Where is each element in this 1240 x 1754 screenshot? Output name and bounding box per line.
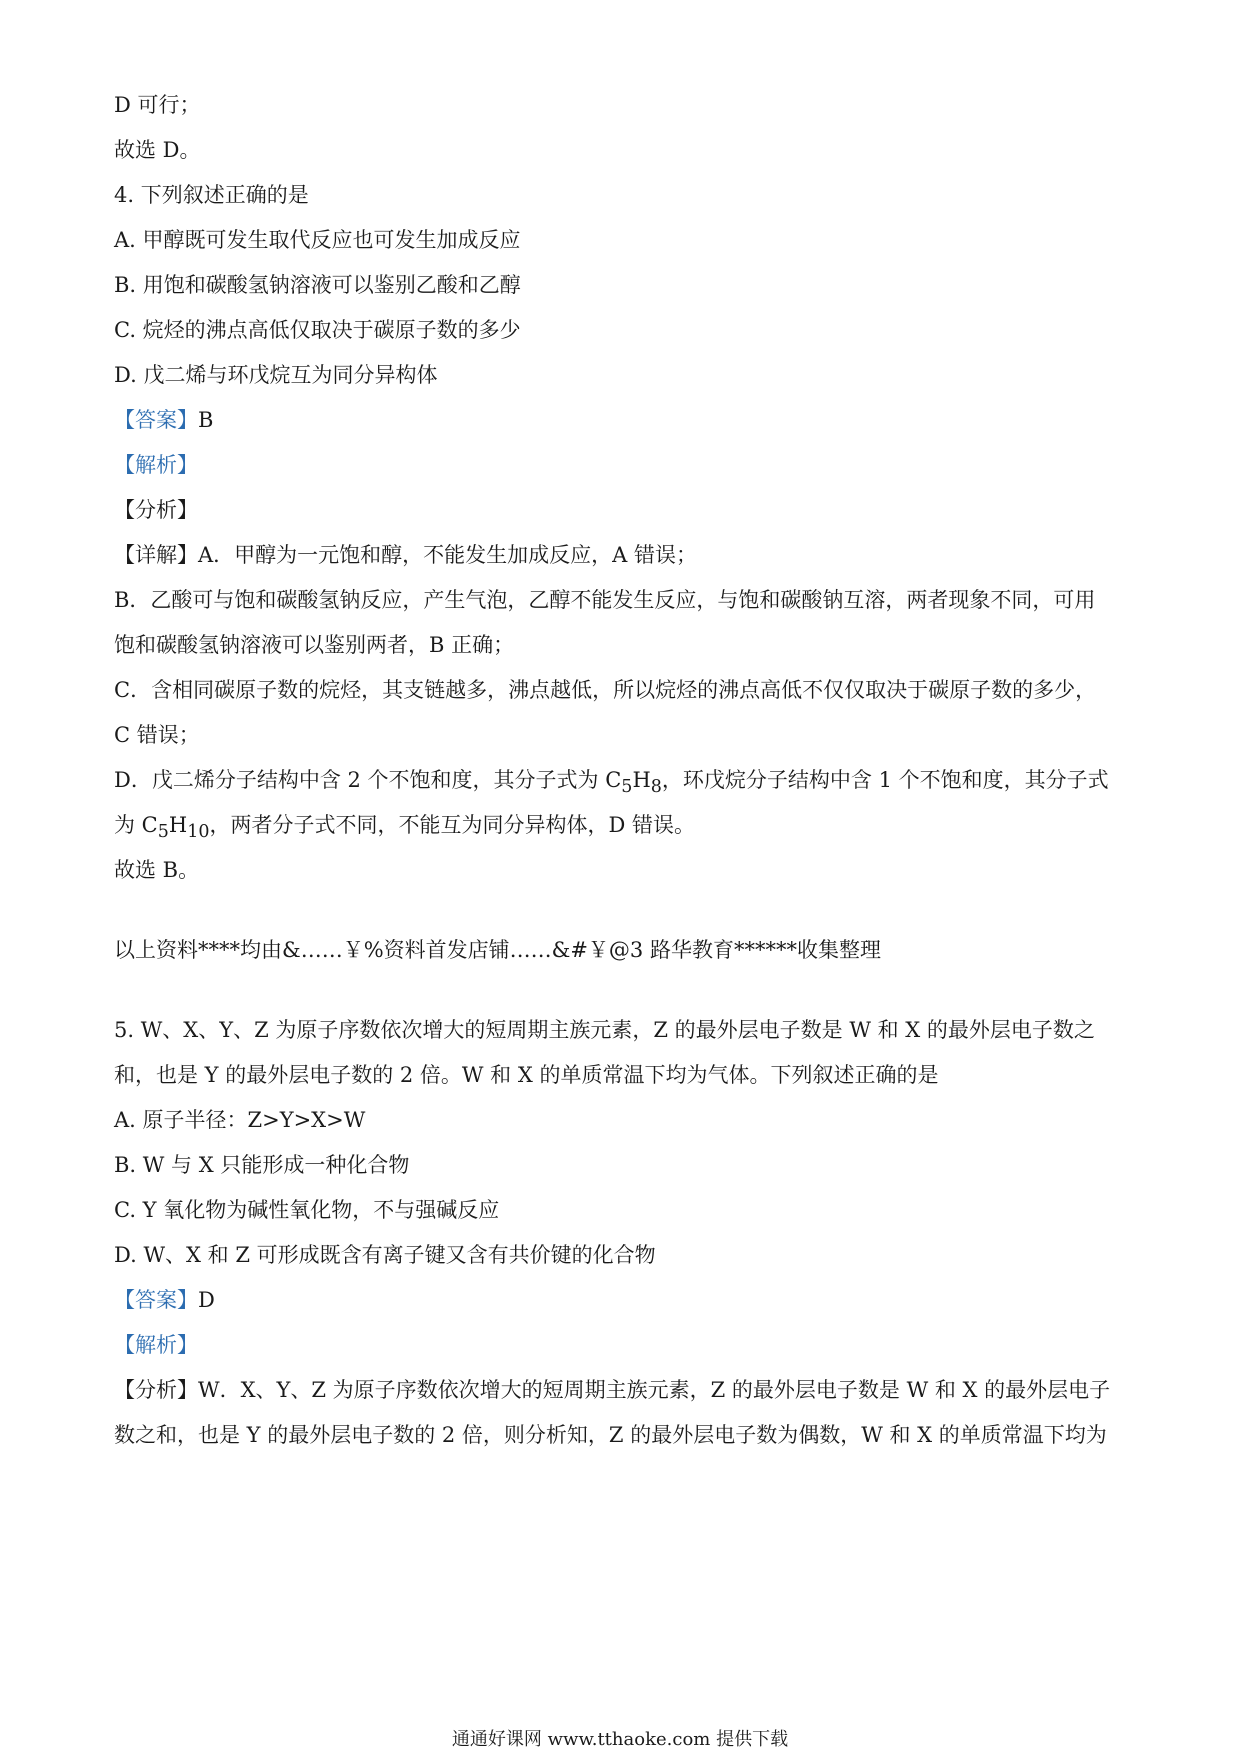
answer-value: D [198, 1288, 215, 1312]
detail-text: D．戊二烯分子结构中含 2 个不饱和度，其分子式为 C [114, 768, 622, 792]
detail-text: 为 C [114, 813, 158, 837]
subscript: 5 [621, 777, 633, 798]
question-4-detail-a [114, 540, 1140, 570]
question-4-detail-d1 [114, 765, 1140, 802]
subscript: 5 [157, 822, 169, 843]
detail-text: H [168, 813, 188, 837]
question-5-fenxi-line1 [114, 1375, 1140, 1405]
question-5-option-a: A. 原子半径：Z>Y>X>W [114, 1108, 366, 1132]
question-5-stem-line2: 和，也是 Y 的最外层电子数的 2 倍。W 和 X 的单质常温下均为气体。下列叙述正确的是 [114, 1063, 939, 1087]
answer-tag: 【答案】 [114, 1288, 198, 1312]
question-4-detail-c2: C 错误； [114, 723, 200, 747]
question-5-option-c: C. Y 氧化物为碱性氧化物，不与强碱反应 [114, 1198, 500, 1222]
detail-text: ，环戊烷分子结构中含 1 个不饱和度，其分子式 [661, 768, 1109, 792]
question-4-detail-d2 [114, 810, 1140, 847]
jiexi-tag: 【解析】 [114, 453, 198, 477]
fenxi-text: W．X、Y、Z 为原子序数依次增大的短周期主族元素，Z 的最外层电子数是 W 和 X 的最外层电子 [198, 1378, 1111, 1402]
question-5-stem-line1: 5. W、X、Y、Z 为原子序数依次增大的短周期主族元素，Z 的最外层电子数是 W 和 X 的最外层电子数之 [114, 1018, 1095, 1042]
subscript: 10 [187, 822, 210, 843]
question-5-fenxi-line2: 数之和，也是 Y 的最外层电子数的 2 倍，则分析知，Z 的最外层电子数为偶数，W 和 X 的单质常温下均为 [114, 1423, 1107, 1447]
question-4-detail-c1: C．含相同碳原子数的烷烃，其支链越多，沸点越低，所以烷烃的沸点高低不仅仅取决于碳原子数的多少， [114, 678, 1097, 702]
question-4-detail-b2: 饱和碳酸氢钠溶液可以鉴别两者，B 正确； [114, 633, 515, 657]
jiexi-tag: 【解析】 [114, 1333, 198, 1357]
question-4-conclusion: 故选 B。 [114, 858, 200, 882]
question-5-option-d: D. W、X 和 Z 可形成既含有离子键又含有共价键的化合物 [114, 1243, 656, 1267]
question-4-answer [114, 405, 1140, 435]
question-4-stem: 4. 下列叙述正确的是 [114, 183, 309, 207]
answer-value: B [198, 408, 214, 432]
question-4-option-a: A. 甲醇既可发生取代反应也可发生加成反应 [114, 228, 521, 252]
question-4-option-c: C. 烷烃的沸点高低仅取决于碳原子数的多少 [114, 318, 521, 342]
fenxi-tag: 【分析】 [114, 498, 198, 522]
text-line: D 可行； [114, 93, 201, 117]
detail-text: H [632, 768, 651, 792]
question-4-detail-b1: B．乙酸可与饱和碳酸氢钠反应，产生气泡，乙醇不能发生反应，与饱和碳酸钠互溶，两者现象不同，可用 [114, 588, 1096, 612]
notice-text: 以上资料****均由&……￥%资料首发店铺……&#￥@3 路华教育******收集整理 [114, 938, 881, 962]
answer-tag: 【答案】 [114, 408, 198, 432]
subscript: 8 [650, 777, 662, 798]
question-5-answer [114, 1285, 1140, 1315]
detail-text: ，两者分子式不同，不能互为同分异构体，D 错误。 [209, 813, 696, 837]
question-5-option-b: B. W 与 X 只能形成一种化合物 [114, 1153, 410, 1177]
question-4-option-b: B. 用饱和碳酸氢钠溶液可以鉴别乙酸和乙醇 [114, 273, 521, 297]
detail-text: A．甲醇为一元饱和醇，不能发生加成反应，A 错误； [198, 543, 698, 567]
text-line: 故选 D。 [114, 138, 201, 162]
detail-tag: 【详解】 [114, 543, 198, 567]
question-4-option-d: D. 戊二烯与环戊烷互为同分异构体 [114, 363, 438, 387]
page-footer: 通通好课网 www.tthaoke.com 提供下载 [451, 1729, 789, 1750]
fenxi-tag: 【分析】 [114, 1378, 198, 1402]
